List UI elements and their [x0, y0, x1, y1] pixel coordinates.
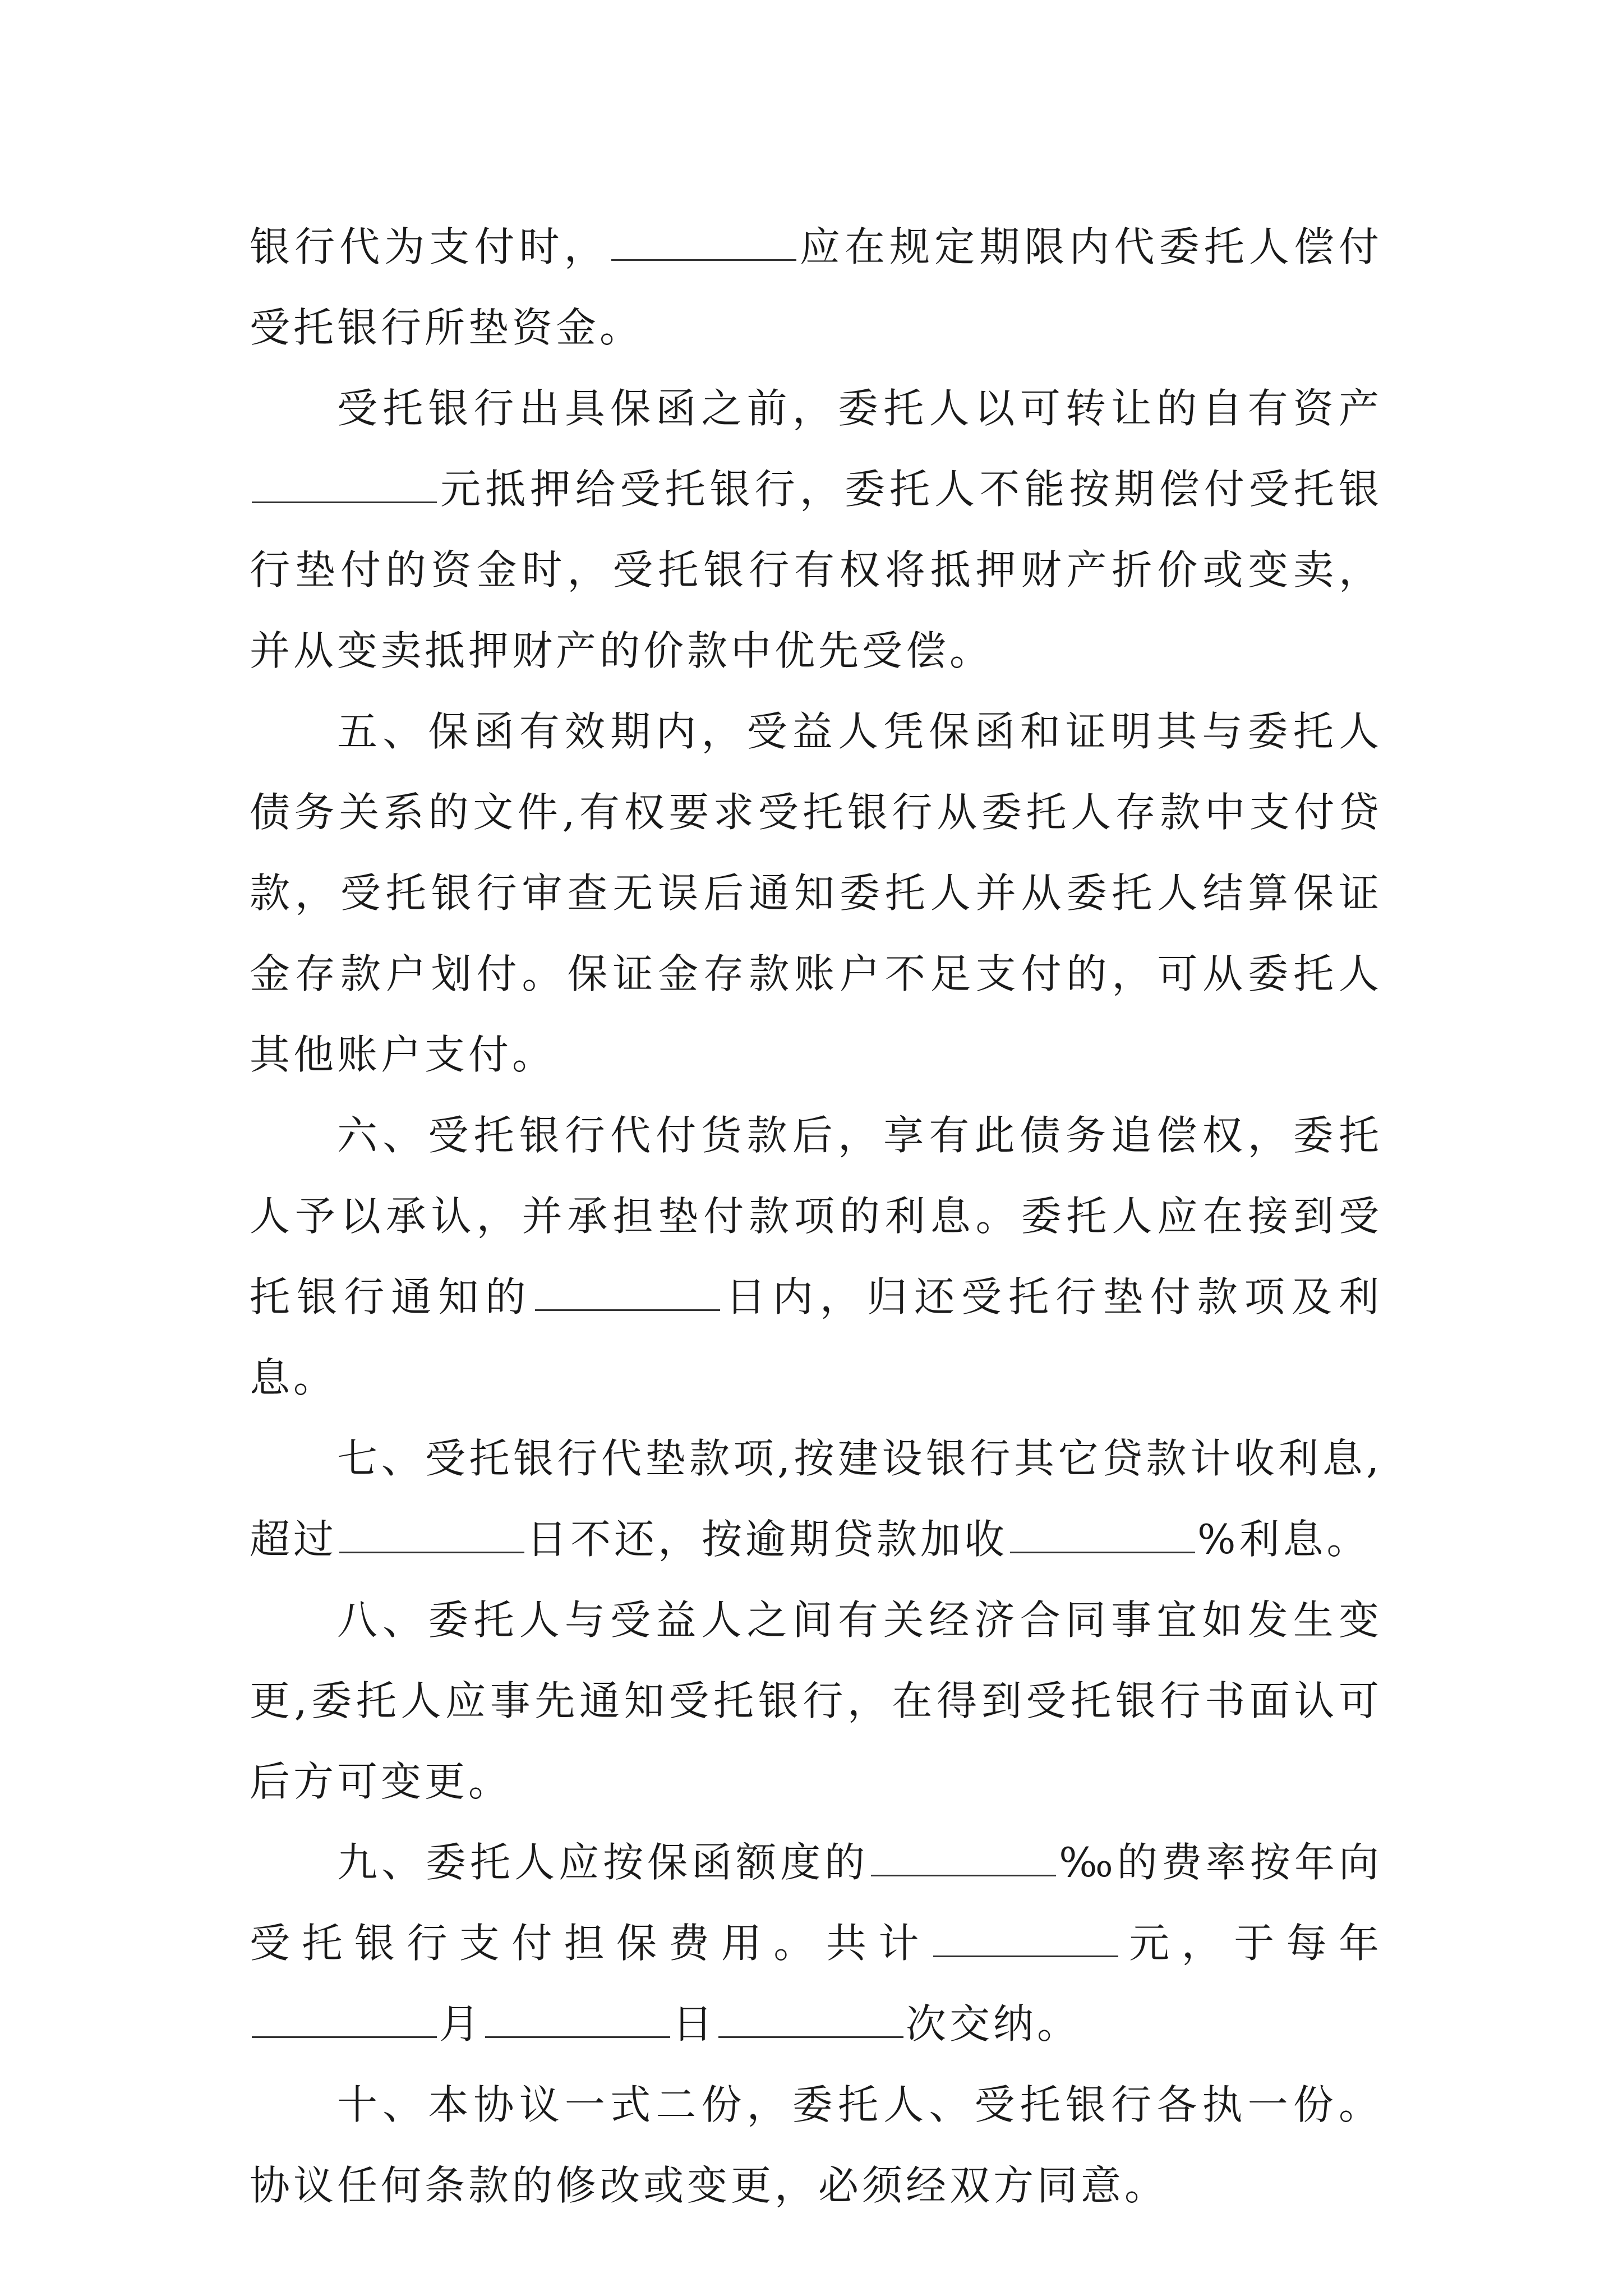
- paragraph-text: 五、保函有效期内，受益人凭保函和证明其与委托人债务关系的文件,有权要求受托银行从委托人存款中支付贷款，受托银行审查无误后通知委托人并从委托人结算保证金存款户划付。保证金存款账户不足支付的，可从委托人其他账户支付。: [250, 708, 1382, 1078]
- paragraph: [250, 1418, 1382, 1580]
- fill-in-blank: [611, 226, 796, 261]
- paragraph-text: 日内，归还受托行垫付款项及利息。: [250, 1273, 1382, 1401]
- paragraph-text: 七、受托银行代垫款项,按建设银行其它贷款计收利息,超过: [250, 1435, 1382, 1563]
- paragraph-text: 元抵押给受托银行，委托人不能按期偿付受托银行垫付的资金时，受托银行有权将抵押财产折价或变卖，并从变卖抵押财产的价款中优先受偿。: [250, 466, 1382, 674]
- paragraph: [250, 1822, 1382, 2064]
- paragraph-text: 应在规定期限内代委托人偿付受托银行所垫资金。: [250, 223, 1382, 351]
- paragraph: [250, 1580, 1382, 1822]
- fill-in-blank: [535, 1276, 720, 1311]
- paragraph: [250, 1095, 1382, 1418]
- paragraph-text: 日: [672, 2000, 717, 2047]
- paragraph: [250, 2064, 1382, 2226]
- paragraph: [250, 691, 1382, 1095]
- paragraph-text: %利息。: [1197, 1516, 1371, 1563]
- paragraph: [250, 368, 1382, 691]
- fill-in-blank: [252, 468, 437, 503]
- paragraph-text: 八、委托人与受益人之间有关经济合同事宜如发生变更,委托人应事先通知受托银行，在得到受托银行书面认可后方可变更。: [250, 1596, 1382, 1805]
- fill-in-blank: [718, 2003, 903, 2038]
- paragraph-text: 次交纳。: [906, 2000, 1081, 2047]
- paragraph-text: 日不还，按逾期贷款加收: [527, 1516, 1008, 1563]
- fill-in-blank: [871, 1841, 1056, 1876]
- paragraph-text: 元，于每年: [1120, 1920, 1382, 1967]
- paragraph: [250, 206, 1382, 368]
- paragraph-text: 银行代为支付时，: [250, 223, 609, 270]
- fill-in-blank: [252, 2003, 437, 2038]
- paragraph-text: 九、委托人应按保函额度的: [337, 1839, 869, 1886]
- paragraph-text: 受托银行出具保函之前，委托人以可转让的自有资产: [337, 385, 1382, 432]
- fill-in-blank: [1010, 1518, 1195, 1553]
- paragraph-text: 六、受托银行代付货款后，享有此债务追偿权，委托人予以承认，并承担垫付款项的利息。委托人应在接到受托银行通知的: [250, 1112, 1382, 1320]
- paragraph-text: 十、本协议一式二份，委托人、受托银行各执一份。协议任何条款的修改或变更，必须经双方同意。: [250, 2081, 1382, 2209]
- document-body: [250, 206, 1382, 2226]
- paragraph-text: 月: [439, 2000, 483, 2047]
- fill-in-blank: [339, 1518, 524, 1553]
- fill-in-blank: [933, 1922, 1118, 1957]
- paragraph-text: ‰的费率按年向受托银行支付担保费用。共计: [250, 1839, 1382, 1967]
- fill-in-blank: [485, 2003, 670, 2038]
